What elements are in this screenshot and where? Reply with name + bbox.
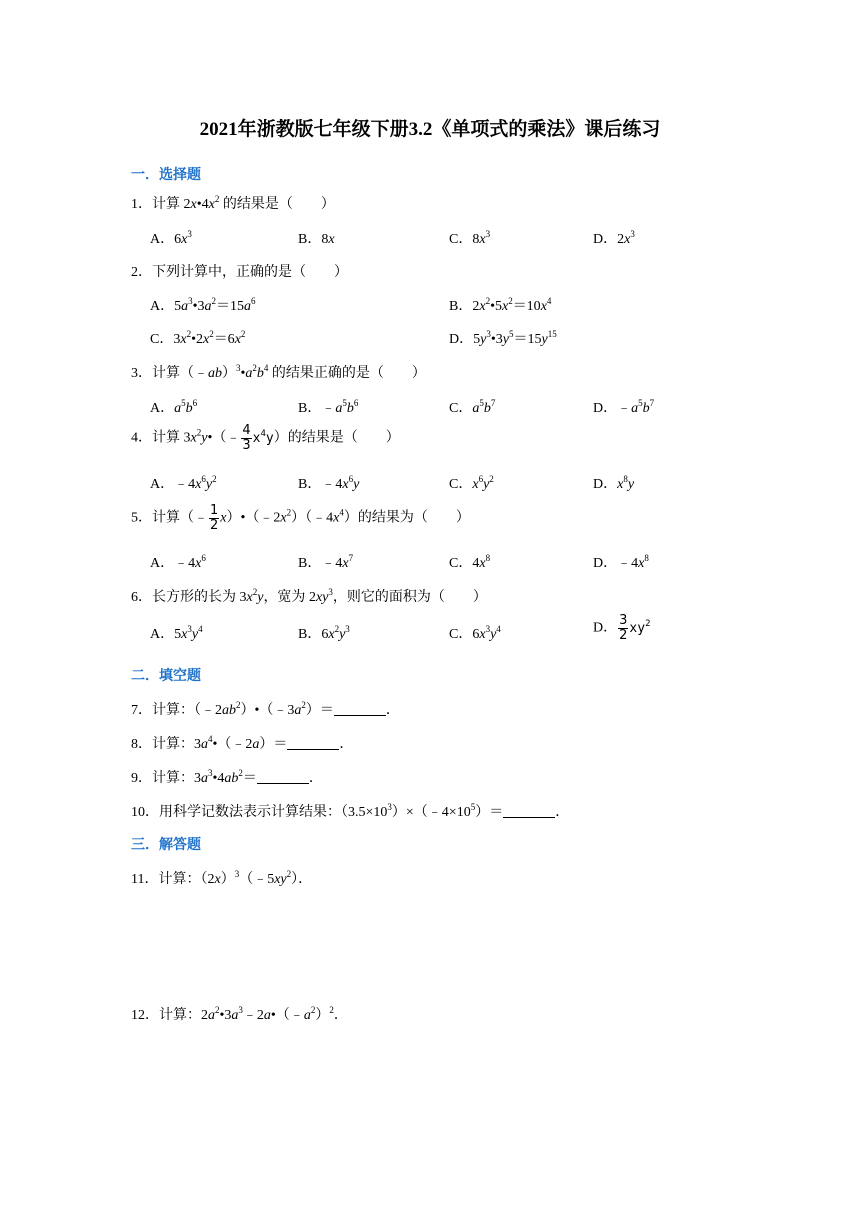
question-6: 6．长方形的长为 $3x^2y$，宽为 $2xy^3$，则它的面积为（ ） — [131, 587, 487, 605]
answer-blank[interactable] — [503, 805, 555, 818]
q4-option-b[interactable]: B．$﹣4x^6y$ — [298, 474, 360, 492]
q3-option-a[interactable]: A．$a^5b^6$ — [150, 398, 198, 416]
q4-option-a[interactable]: A．$﹣4x^6y^2$ — [150, 474, 217, 492]
q4-option-c[interactable]: C．$x^6y^2$ — [449, 474, 494, 492]
q3-option-d[interactable]: D．$﹣a^5b^7$ — [593, 398, 655, 416]
page-title: 2021年浙教版七年级下册3.2《单项式的乘法》课后练习 — [199, 119, 661, 140]
fraction-three-halves: $\frac{3}{2}$ — [619, 613, 628, 643]
q4-option-d[interactable]: D．$x^8y$ — [593, 474, 635, 492]
question-2: 2．下列计算中，正确的是（ ） — [131, 265, 348, 280]
q5-option-a[interactable]: A．$﹣4x^6$ — [150, 553, 206, 571]
question-8: 8．计算：$3a^4•(﹣2a)=$ ． — [131, 734, 354, 752]
q6-option-c[interactable]: C．$6x^3y^4$ — [449, 624, 501, 642]
answer-blank[interactable] — [257, 771, 309, 784]
section-choice: 一．选择题 — [131, 167, 201, 183]
question-10: 10．用科学记数法表示计算结果：$(3.5\times 10^3)\times(﹣4\times 10^5)=$ ． — [131, 802, 570, 820]
fraction-one-half: $\frac{1}{2}$ — [210, 503, 219, 533]
section-fill: 二．填空题 — [131, 668, 201, 684]
q6-option-d[interactable]: D． $\frac{3}{2}$ $xy^2$ — [593, 613, 651, 643]
answer-blank[interactable] — [334, 703, 386, 716]
q6-option-b[interactable]: B．$6x^2y^3$ — [298, 624, 350, 642]
q2-option-b[interactable]: B．$2x^2•5x^2=10x^4$ — [449, 296, 552, 314]
q5-option-b[interactable]: B．$﹣4x^7$ — [298, 553, 354, 571]
question-7: 7．计算：$(﹣2ab^2)•(﹣3a^2)=$ ． — [131, 700, 400, 718]
q5-option-c[interactable]: C．$4x^8$ — [449, 553, 491, 571]
q1-option-d[interactable]: D．$2x^3$ — [593, 229, 635, 247]
q1-option-c[interactable]: C．$8x^3$ — [449, 229, 491, 247]
fraction-four-thirds: $\frac{4}{3}$ — [242, 423, 251, 453]
q3-option-b[interactable]: B．$﹣a^5b^6$ — [298, 398, 359, 416]
q2-option-c[interactable]: C．$3x^2•2x^2=6x^2$ — [150, 329, 246, 347]
q2-option-d[interactable]: D．$5y^3•3y^5=15y^{15}$ — [449, 329, 557, 347]
q6-option-a[interactable]: A．$5x^3y^4$ — [150, 624, 203, 642]
section-solve: 三．解答题 — [131, 837, 201, 853]
question-9: 9．计算：$3a^3•4ab^2=$ ． — [131, 768, 323, 786]
q1-option-a[interactable]: A．$6x^3$ — [150, 229, 192, 247]
question-11: 11．计算：$(2x)^3(﹣5xy^2)$． — [131, 869, 313, 887]
question-12: 12．计算：$2a^2•3a^3﹣2a•(﹣a^2)^2$． — [131, 1005, 348, 1023]
question-4: 4．计算 $3x^2y•(﹣$ $\frac{4}{3}$ $x^4y$）的结果是（ ） — [131, 423, 400, 453]
q2-option-a[interactable]: A．$5a^3•3a^2=15a^6$ — [150, 296, 256, 314]
q5-option-d[interactable]: D．$﹣4x^8$ — [593, 553, 649, 571]
answer-blank[interactable] — [287, 737, 339, 750]
q3-option-c[interactable]: C．$a^5b^7$ — [449, 398, 496, 416]
q1-option-b[interactable]: B．8x — [298, 232, 335, 247]
question-3: 3．计算$(﹣ab)^3•a^2b^4$ 的结果正确的是（ ） — [131, 363, 426, 381]
question-1: 1．计算 $2x•4x^2$ 的结果是（ ） — [131, 194, 335, 212]
question-5: 5．计算（﹣ $\frac{1}{2}$ $x)•(﹣2x^2)(﹣4x^4)$的结果为（ ） — [131, 503, 470, 533]
